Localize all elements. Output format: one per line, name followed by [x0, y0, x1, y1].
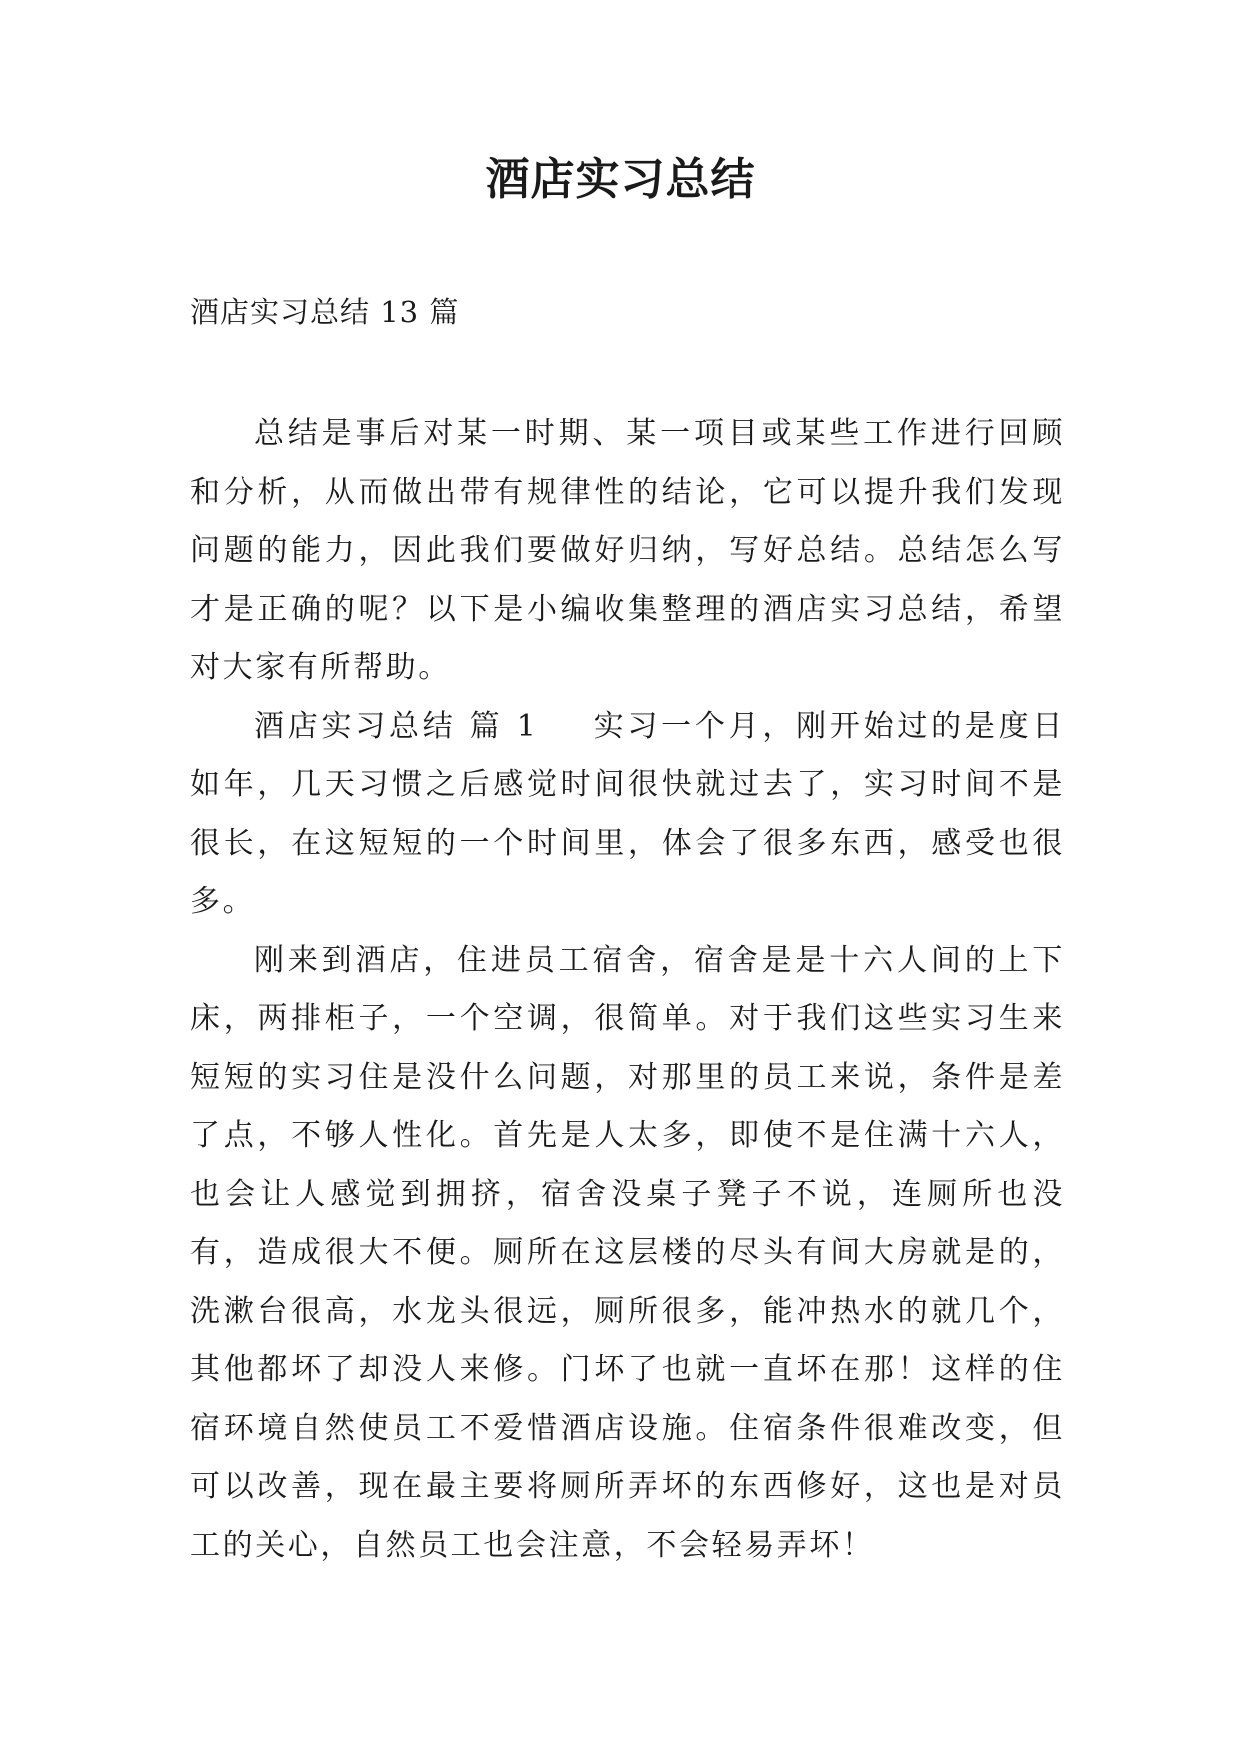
section-1-text: 实习一个月，刚开始过的是度日如年，几天习惯之后感觉时间很快就过去了，实习时间不是很长，在这短短的一个时间里，体会了很多东西，感受也很多。 — [190, 708, 1065, 919]
intro-paragraph: 总结是事后对某一时期、某一项目或某些工作进行回顾和分析，从而做出带有规律性的结论，它可以提升我们发现问题的能力，因此我们要做好归纳，写好总结。总结怎么写才是正确的呢？以下是小编收集整理的酒店实习总结，希望对大家有所帮助。 — [190, 416, 1065, 685]
section-1-paragraph — [190, 698, 1065, 932]
body-paragraph-2: 刚来到酒店，住进员工宿舍，宿舍是是十六人间的上下床，两排柜子，一个空调，很简单。对于我们这些实习生来短短的实习住是没什么问题，对那里的员工来说，条件是差了点，不够人性化。首先是人太多，即使不是住满十六人，也会让人感觉到拥挤，宿舍没桌子凳子不说，连厕所也没有，造成很大不便。厕所在这层楼的尽头有间大房就是的，洗漱台很高，水龙头很远，厕所很多，能冲热水的就几个，其他都坏了却没人来修。门坏了也就一直坏在那！这样的住宿环境自然使员工不爱惜酒店设施。住宿条件很难改变，但可以改善，现在最主要将厕所弄坏的东西修好，这也是对员工的关心，自然员工也会注意，不会轻易弄坏！ — [190, 942, 1065, 1563]
section-1-number: 篇 1 — [468, 708, 539, 744]
document-body — [190, 405, 1065, 1575]
document-title: 酒店实习总结 — [485, 154, 756, 205]
document-subtitle: 酒店实习总结 13 篇 — [190, 295, 460, 329]
section-1-heading: 酒店实习总结 — [254, 708, 457, 744]
